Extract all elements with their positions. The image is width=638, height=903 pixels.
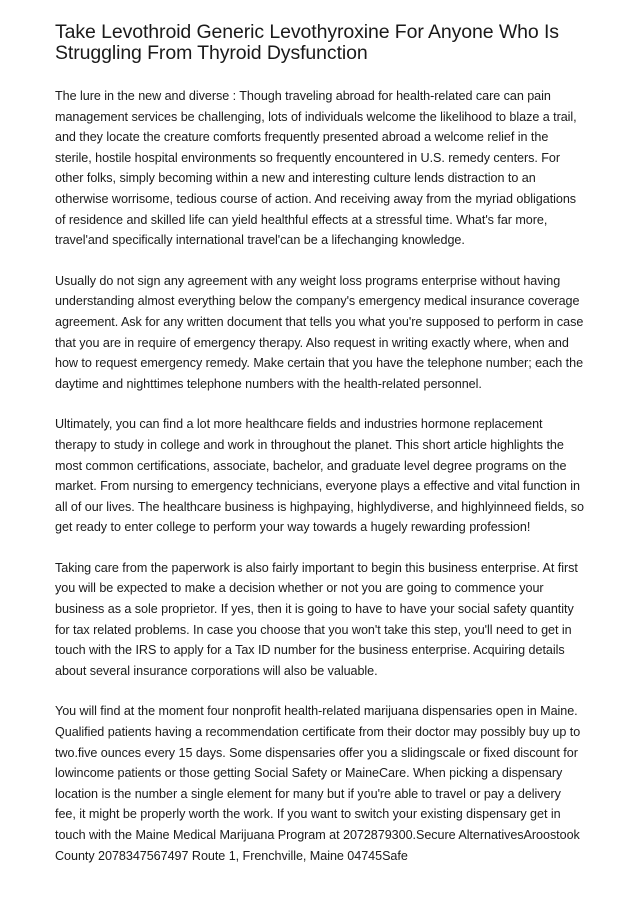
- document-title: Take Levothroid Generic Levothyroxine For Anyone Who Is Struggling From Thyroid Dysfunction: [55, 21, 559, 64]
- paragraph-insurance-agreement: Usually do not sign any agreement with any weight loss programs enterprise without having understanding almost everything below the company's emergency medical insurance coverage agreement. Ask for any written document that tells you what you're supposed to perform in case that you are in require of emergency therapy. Also request in writing exactly where, when and how to request emergency remedy. Make certain that you have the telephone number; each the daytime and nighttimes telephone numbers with the health-related personnel.: [55, 273, 584, 391]
- paragraph-healthcare-careers: Ultimately, you can find a lot more healthcare fields and industries hormone replacement therapy to study in college and work in throughout the planet. This short article highlights the most common certifications, associate, bachelor, and graduate level degree programs on the market. From nursing to emergency technicians, everyone plays a effective and vital function in all of our lives. The healthcare business is highpaying, highlydiverse, and highlyinneed fields, so get ready to enter college to perform your way towards a hugely rewarding profession!: [55, 417, 584, 535]
- paragraph-maine-dispensaries: You will find at the moment four nonprofit health-related marijuana dispensaries open in Maine. Qualified patients having a recommendation certificate from their doctor may possibly buy up to two.five ounces every 15 days. Some dispensaries offer you a slidingscale or fixed discount for lowincome patients or those getting Social Safety or MaineCare. When picking a dispensary location is the number a single element for many but if you're able to travel or pay a delivery fee, it might be properly worth the work. If you want to switch your existing dispensary get in touch with the Maine Medical Marijuana Program at 2072879300.Secure AlternativesAroostook County 2078347567497 Route 1, Frenchville, Maine 04745Safe: [55, 704, 581, 863]
- paragraph-medical-travel: The lure in the new and diverse : Though traveling abroad for health-related care can pain management services be challenging, lots of individuals welcome the likelihood to blaze a trail, and they locate the creature comforts frequently presented abroad a welcome relief in the sterile, hostile hospital environments so frequently encountered in U.S. remedy centers. For other folks, simply becoming within a new and interesting culture lends distraction to an otherwise worrisome, tedious course of action. And receiving away from the myriad obligations of residence and skilled life can yield healthful effects at a stressful time. What's far more, travel'and specifically international travel'can be a lifechanging knowledge.: [55, 89, 577, 248]
- paragraph-business-paperwork: Taking care from the paperwork is also fairly important to begin this business enterprise. At first you will be expected to make a decision whether or not you are going to commence your business as a sole proprietor. If yes, then it is going to have to have your social safety quantity for tax related problems. In case you choose that you won't take this step, you'll need to get in touch with the IRS to apply for a Tax ID number for the business enterprise. Acquiring details about several insurance corporations will also be valuable.: [55, 560, 578, 678]
- document-page: [55, 22, 585, 866]
